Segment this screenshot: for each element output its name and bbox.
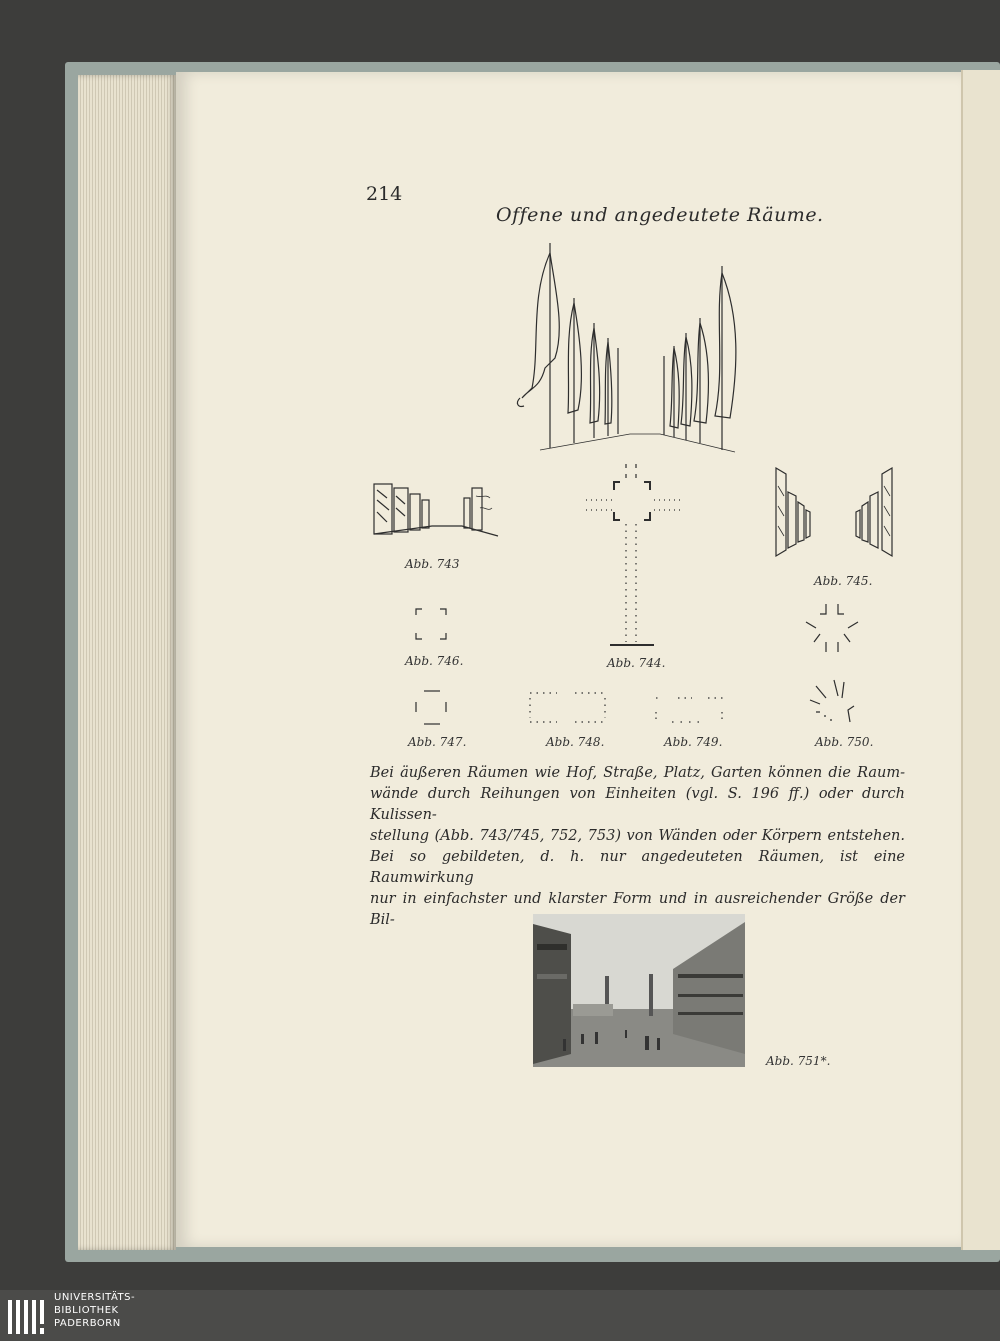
- body-line: Bei so gebildeten, d. h. nur angedeuteten Räumen, ist eine Raumwirkung: [370, 849, 905, 886]
- caption-abb-749: Abb. 749.: [664, 735, 723, 749]
- caption-abb-744: Abb. 744.: [607, 656, 666, 670]
- page-number: 214: [366, 183, 403, 205]
- figure-746-corners: [412, 605, 450, 643]
- library-footer: [0, 1290, 1000, 1341]
- body-line: stellung (Abb. 743/745, 752, 753) von Wänden oder Körpern entstehen.: [370, 828, 905, 844]
- body-line: Bei äußeren Räumen wie Hof, Straße, Platz, Garten können die Raum-: [370, 765, 905, 781]
- caption-abb-751: Abb. 751*.: [766, 1054, 831, 1068]
- flag-avenue-illustration: [510, 238, 750, 458]
- photo-piazza-san-marco: [533, 914, 745, 1067]
- library-logo-icon: [8, 1298, 48, 1336]
- figure-743-drawing: [372, 476, 500, 542]
- page-title: Offene und angedeutete Räume.: [496, 204, 824, 226]
- body-line: wände durch Reihungen von Einheiten (vgl. S. 196 ff.) oder durch Kulissen-: [370, 786, 905, 823]
- caption-abb-748: Abb. 748.: [546, 735, 605, 749]
- next-page-edge: [961, 70, 1000, 1250]
- caption-abb-750: Abb. 750.: [815, 735, 874, 749]
- figure-745-drawing: [772, 466, 896, 562]
- footer-line-3: PADERBORN: [54, 1318, 121, 1329]
- page-edges: [78, 75, 176, 1250]
- figure-747-walls: [412, 688, 452, 728]
- figure-749-dots: [652, 694, 728, 726]
- figure-750-star-upper: [804, 602, 860, 654]
- figure-748-dots: [527, 690, 609, 726]
- footer-line-1: UNIVERSITÄTS-: [54, 1292, 136, 1303]
- caption-abb-743: Abb. 743: [405, 557, 460, 571]
- figure-744-plan: [580, 462, 690, 652]
- caption-abb-746: Abb. 746.: [405, 654, 464, 668]
- caption-abb-745: Abb. 745.: [814, 574, 873, 588]
- footer-line-2: BIBLIOTHEK: [54, 1305, 119, 1316]
- caption-abb-747: Abb. 747.: [408, 735, 467, 749]
- figure-750-star-lower: [806, 676, 862, 728]
- body-line: nur in einfachster und klarster Form und in ausreichender Größe der Bil-: [370, 891, 905, 928]
